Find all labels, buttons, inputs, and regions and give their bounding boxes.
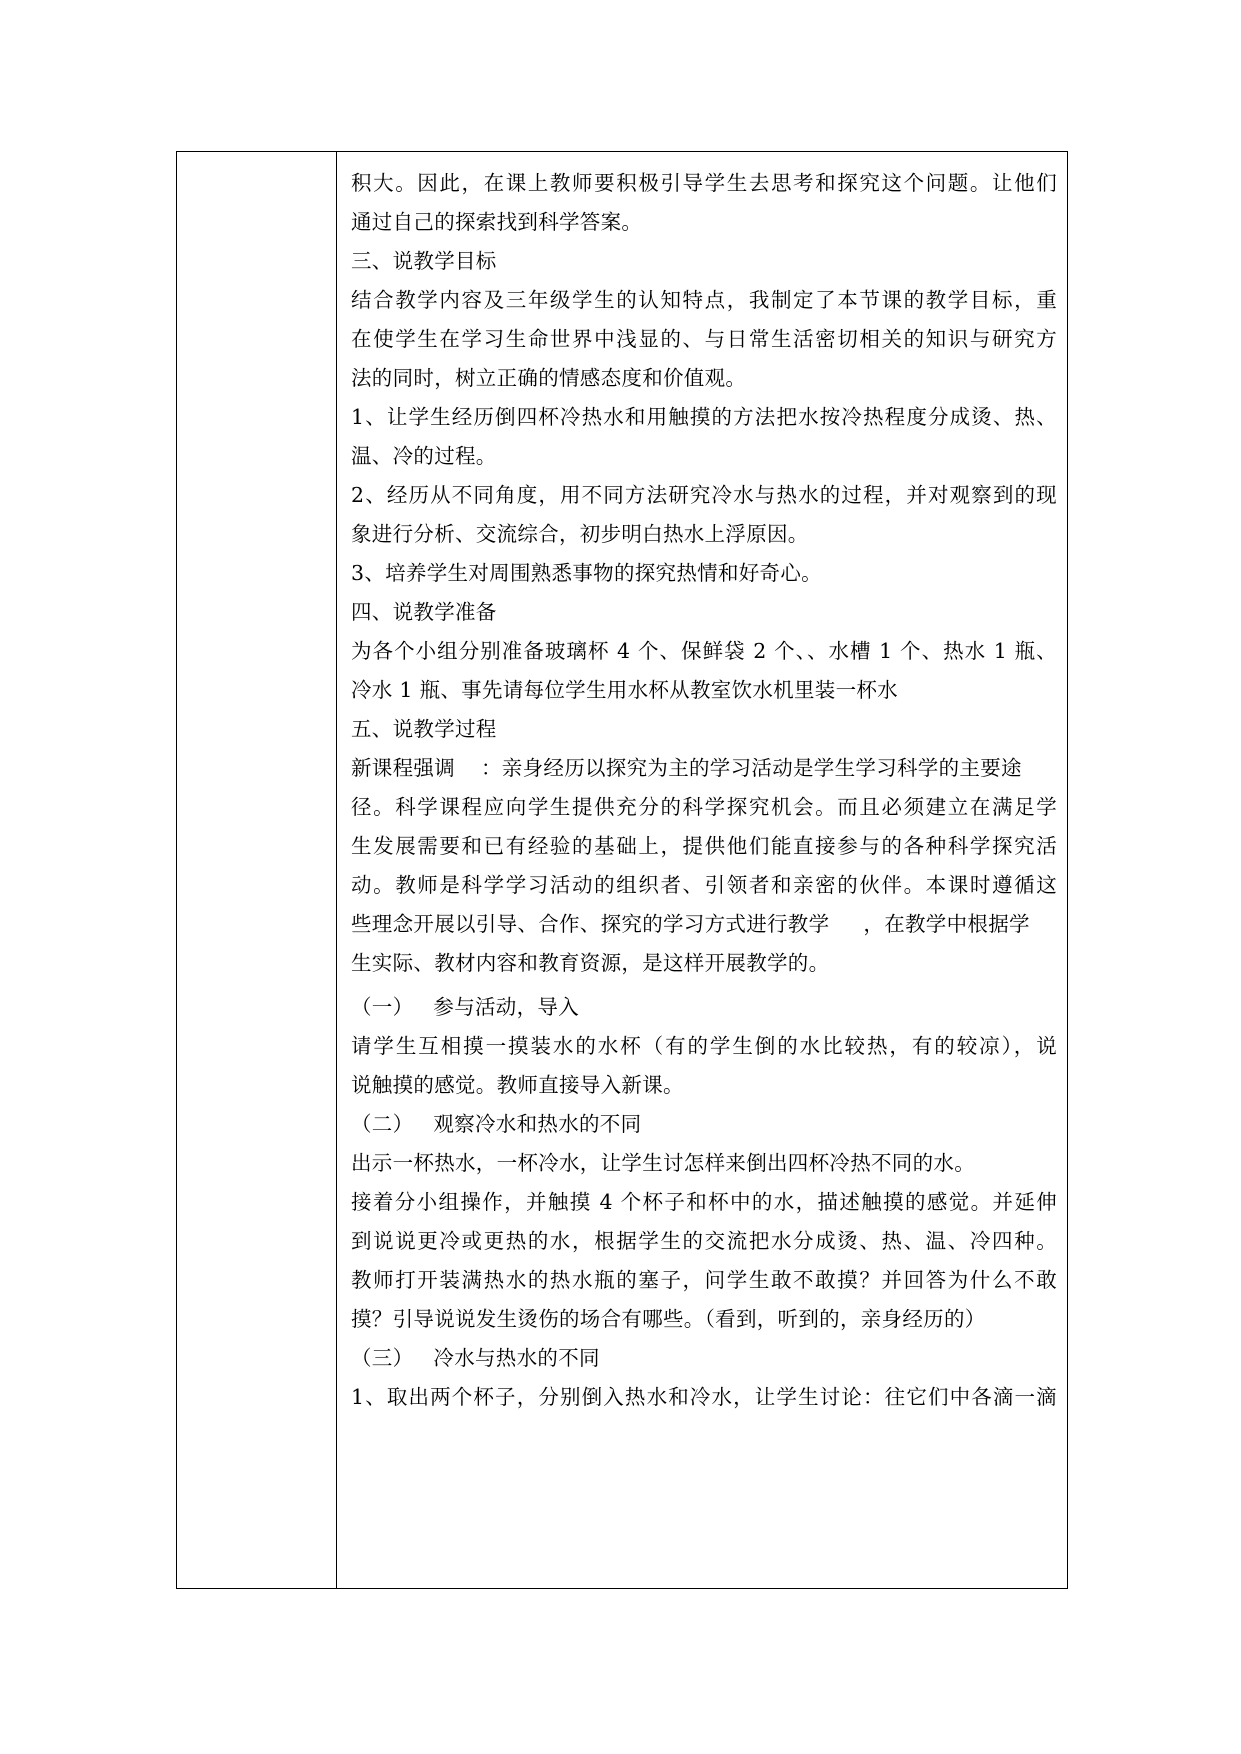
text-line: 3、培养学生对周围熟悉事物的探究热情和好奇心。 — [351, 561, 822, 585]
text-line: 1、取出两个杯子，分别倒入热水和冷水，让学生讨论：往它们中各滴一滴 — [351, 1385, 1057, 1409]
text-line — [351, 758, 1022, 779]
text-line: 冷水 1 瓶、事先请每位学生用水杯从教室饮水机里装一杯水 — [351, 678, 898, 702]
subsection-heading — [351, 997, 579, 1018]
text-line: 教师打开装满热水的热水瓶的塞子，问学生敢不敢摸？并回答为什么不敢 — [351, 1268, 1057, 1292]
text-fragment: ：亲身经历以探究为主的学习活动是学生学习科学的主要途 — [481, 756, 1022, 780]
text-line: 动。教师是科学学习活动的组织者、引领者和亲密的伙伴。本课时遵循这 — [351, 873, 1057, 897]
subsection-title: 观察冷水和热水的不同 — [433, 1112, 642, 1136]
subsection-number: （三） — [351, 1346, 414, 1370]
text-line: 在使学生在学习生命世界中浅显的、与日常生活密切相关的知识与研究方 — [351, 327, 1057, 351]
text-line: 法的同时，树立正确的情感态度和价值观。 — [351, 366, 747, 390]
text-line: 请学生互相摸一摸装水的水杯（有的学生倒的水比较热，有的较凉），说 — [351, 1034, 1057, 1058]
text-line: 温、冷的过程。 — [351, 444, 497, 468]
text-line — [351, 914, 1030, 935]
subsection-title: 参与活动，导入 — [433, 995, 580, 1019]
text-line: 出示一杯热水，一杯冷水，让学生讨怎样来倒出四杯冷热不同的水。 — [351, 1151, 975, 1175]
text-line: 摸？引导说说发生烫伤的场合有哪些。（看到，听到的，亲身经历的） — [351, 1307, 986, 1331]
section-heading: 三、说教学目标 — [351, 249, 497, 273]
subsection-number: （二） — [351, 1112, 414, 1136]
subsection-heading — [351, 1348, 600, 1369]
text-line: 生实际、教材内容和教育资源，是这样开展教学的。 — [351, 951, 830, 975]
section-heading: 四、说教学准备 — [351, 600, 497, 624]
subsection-number: （一） — [351, 995, 414, 1019]
text-line: 接着分小组操作，并触摸 4 个杯子和杯中的水，描述触摸的感觉。并延伸 — [351, 1190, 1057, 1214]
text-line: 象进行分析、交流综合，初步明白热水上浮原因。 — [351, 522, 809, 546]
text-line: 为各个小组分别准备玻璃杯 4 个、保鲜袋 2 个、、水槽 1 个、热水 1 瓶、 — [351, 639, 1057, 663]
text-line: 径。科学课程应向学生提供充分的科学探究机会。而且必须建立在满足学 — [351, 795, 1057, 819]
section-heading: 五、说教学过程 — [351, 717, 497, 741]
text-line: 2、经历从不同角度，用不同方法研究冷水与热水的过程，并对观察到的现 — [351, 483, 1057, 507]
text-fragment: 些理念开展以引导、合作、探究的学习方式进行教学 — [351, 912, 830, 936]
text-line: 到说说更冷或更热的水，根据学生的交流把水分成烫、热、温、冷四种。 — [351, 1229, 1057, 1253]
text-line: 1、让学生经历倒四杯冷热水和用触摸的方法把水按冷热程度分成烫、热、 — [351, 405, 1057, 429]
text-line: 生发展需要和已有经验的基础上，提供他们能直接参与的各种科学探究活 — [351, 834, 1057, 858]
subsection-title: 冷水与热水的不同 — [433, 1346, 600, 1370]
text-line: 积大。因此，在课上教师要积极引导学生去思考和探究这个问题。让他们 — [351, 171, 1057, 195]
subsection-heading — [351, 1114, 641, 1135]
table-left-column — [177, 152, 337, 1588]
text-line: 结合教学内容及三年级学生的认知特点，我制定了本节课的教学目标，重 — [351, 288, 1057, 312]
text-line: 说触摸的感觉。教师直接导入新课。 — [351, 1073, 684, 1097]
document-table — [176, 151, 1068, 1589]
text-fragment: 新课程强调 — [351, 756, 455, 780]
text-fragment: ，在教学中根据学 — [863, 912, 1030, 936]
text-line: 通过自己的探索找到科学答案。 — [351, 210, 643, 234]
